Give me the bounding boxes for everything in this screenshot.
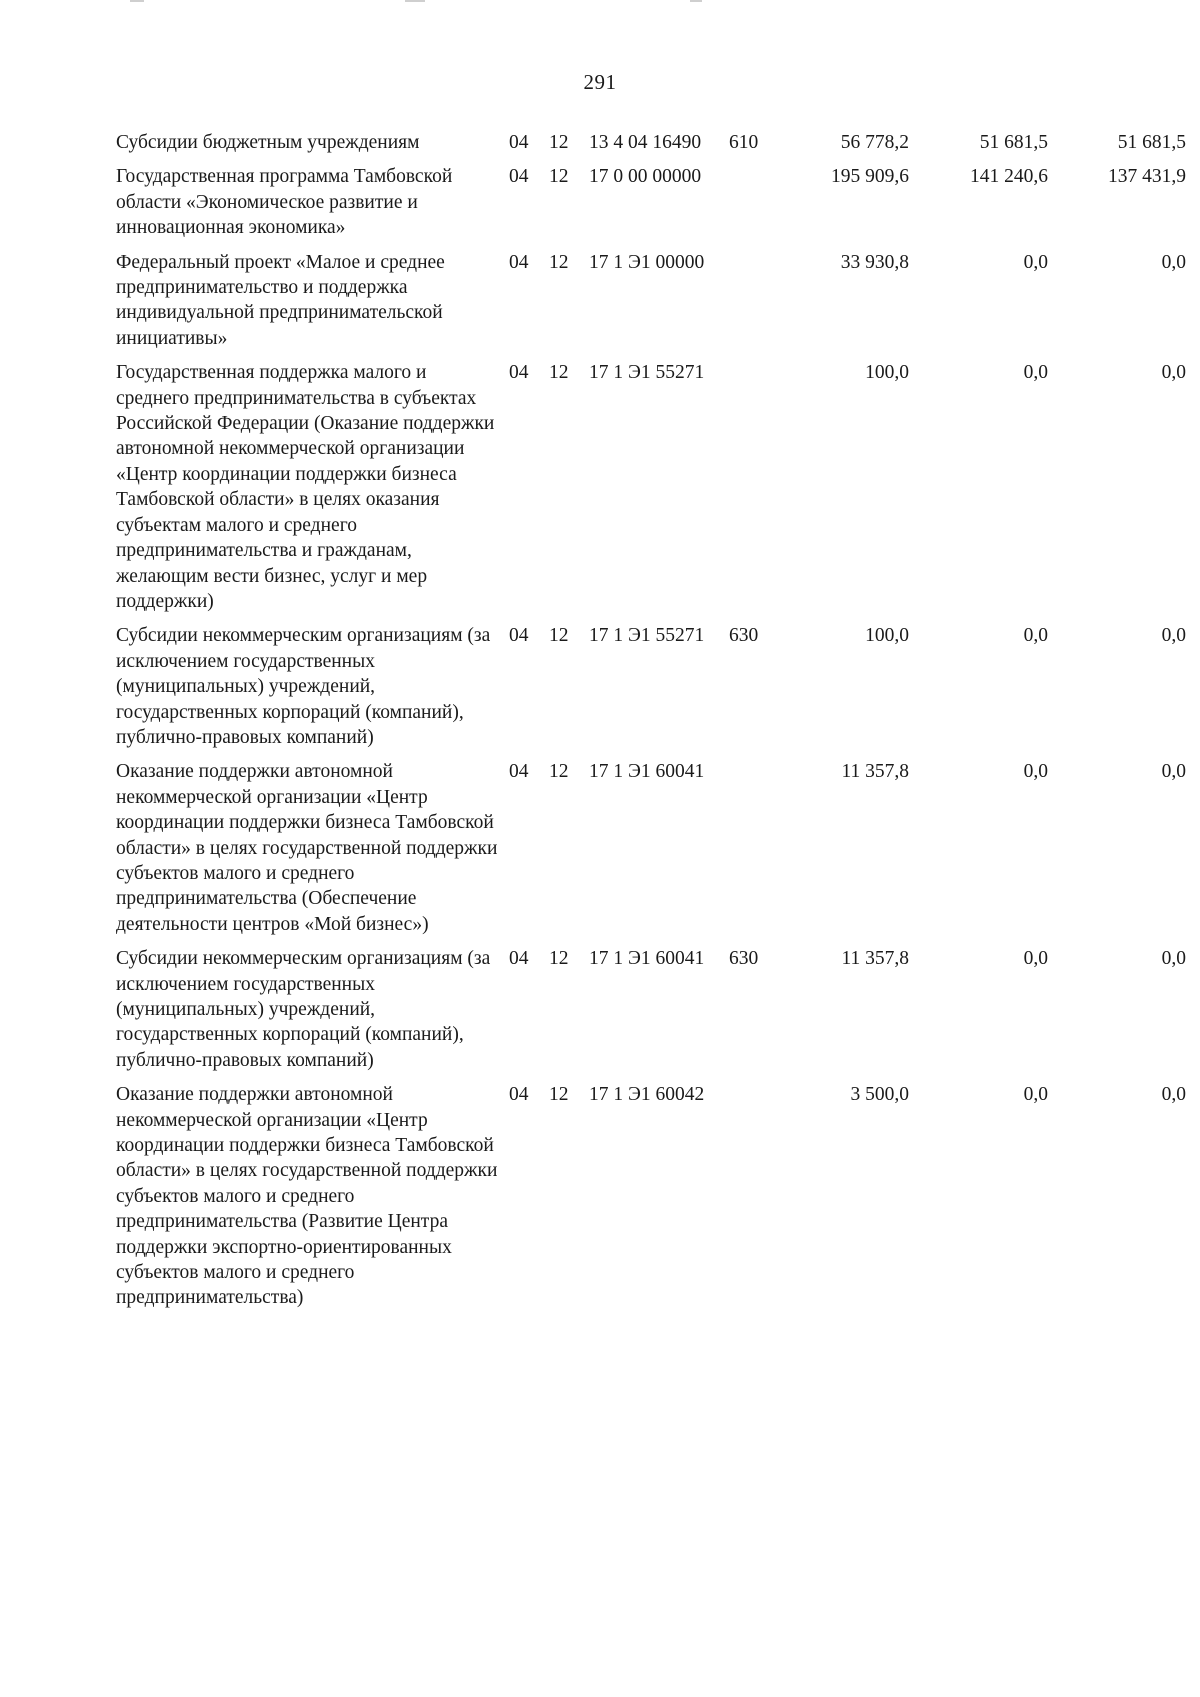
table-row — [116, 360, 1186, 623]
row-section: 04 — [509, 362, 529, 384]
row-amount-year1: 11 357,8 — [841, 761, 909, 783]
page-number: 291 — [583, 70, 617, 94]
row-subsection: 12 — [549, 1084, 569, 1106]
row-expense-type: 630 — [729, 625, 759, 647]
scan-artifact — [130, 0, 144, 2]
row-subsection: 12 — [549, 362, 569, 384]
row-section: 04 — [509, 761, 529, 783]
row-amount-year3: 0,0 — [1161, 761, 1186, 783]
table-row — [116, 623, 1186, 759]
row-amount-year1: 56 778,2 — [840, 132, 909, 153]
budget-table — [116, 130, 1186, 1320]
row-amount-year2: 0,0 — [1023, 1084, 1048, 1106]
row-subsection: 12 — [549, 761, 569, 783]
row-target-article: 17 1 Э1 60042 — [589, 1084, 705, 1106]
table-row — [116, 1082, 1186, 1320]
row-target-article: 17 1 Э1 60041 — [589, 948, 705, 970]
scan-artifact — [405, 0, 425, 2]
row-amount-year3: 0,0 — [1161, 362, 1186, 384]
row-section: 04 — [509, 1084, 529, 1106]
row-amount-year2: 0,0 — [1023, 761, 1048, 783]
row-expense-type — [729, 250, 781, 361]
row-target-article: 17 1 Э1 55271 — [589, 625, 705, 647]
row-name: Федеральный проект «Малое и среднее предпринимательство и поддержка индивидуальной предпринимательской инициативы» — [116, 251, 445, 349]
row-amount-year2: 141 240,6 — [970, 166, 1048, 188]
table-row — [116, 250, 1186, 361]
row-subsection: 12 — [549, 625, 569, 647]
row-subsection: 12 — [549, 132, 569, 153]
row-target-article: 17 0 00 00000 — [589, 166, 702, 188]
row-name: Субсидии некоммерческим организациям (за исключением государственных (муниципальных) учреждений, государственных корпораций (компаний), публично-правовых компаний) — [116, 625, 491, 748]
row-target-article: 13 4 04 16490 — [589, 132, 702, 153]
row-section: 04 — [509, 948, 529, 970]
row-section: 04 — [509, 166, 529, 188]
row-name: Оказание поддержки автономной некоммерческой организации «Центр координации поддержки бизнеса Тамбовской области» в целях государственной поддержки субъектов малого и среднего предпринимательства (Обеспечение деятельности центров «Мой бизнес») — [116, 761, 498, 935]
row-amount-year3: 0,0 — [1161, 625, 1186, 647]
table-row — [116, 759, 1186, 946]
row-target-article: 17 1 Э1 55271 — [589, 362, 705, 384]
row-amount-year2: 0,0 — [1023, 251, 1048, 273]
row-amount-year2: 0,0 — [1023, 625, 1048, 647]
row-subsection: 12 — [549, 948, 569, 970]
row-expense-type — [729, 759, 781, 946]
row-amount-year1: 3 500,0 — [850, 1084, 909, 1106]
row-amount-year3: 0,0 — [1161, 948, 1186, 970]
table-row — [116, 130, 1186, 164]
row-expense-type — [729, 360, 781, 623]
row-name: Оказание поддержки автономной некоммерческой организации «Центр координации поддержки бизнеса Тамбовской области» в целях государственной поддержки субъектов малого и среднего предпринимательства (Развитие Центра поддержки экспортно-ориентированных субъектов малого и среднего предпринимательства) — [116, 1084, 498, 1309]
table-row — [116, 946, 1186, 1082]
row-name: Субсидии бюджетным учреждениям — [116, 132, 420, 153]
scan-artifact — [690, 0, 702, 2]
row-name: Государственная поддержка малого и среднего предпринимательства в субъектах Российской Федерации (Оказание поддержки автономной некоммерческой организации «Центр координации поддержки бизнеса Тамбовской области» в целях оказания субъектам малого и среднего предпринимательства и гражданам, желающим вести бизнес, услуг и мер поддержки) — [116, 362, 495, 612]
row-name: Государственная программа Тамбовской области «Экономическое развитие и инновационная экономика» — [116, 166, 453, 239]
row-amount-year1: 33 930,8 — [840, 251, 909, 273]
table-row — [116, 164, 1186, 249]
row-amount-year3: 0,0 — [1161, 251, 1186, 273]
row-amount-year1: 100,0 — [865, 625, 909, 647]
row-expense-type — [729, 1082, 781, 1320]
row-amount-year1: 11 357,8 — [841, 948, 909, 970]
row-amount-year3: 137 431,9 — [1108, 166, 1186, 188]
row-amount-year2: 0,0 — [1023, 362, 1048, 384]
row-amount-year3: 0,0 — [1161, 1084, 1186, 1106]
row-amount-year1: 195 909,6 — [831, 166, 909, 188]
row-section: 04 — [509, 251, 529, 273]
row-target-article: 17 1 Э1 60041 — [589, 761, 705, 783]
row-target-article: 17 1 Э1 00000 — [589, 251, 705, 273]
row-expense-type — [729, 164, 781, 249]
row-section: 04 — [509, 625, 529, 647]
row-name: Субсидии некоммерческим организациям (за исключением государственных (муниципальных) учреждений, государственных корпораций (компаний), публично-правовых компаний) — [116, 948, 491, 1071]
row-amount-year2: 0,0 — [1023, 948, 1048, 970]
row-amount-year3: 51 681,5 — [1117, 132, 1186, 153]
row-expense-type: 610 — [729, 132, 759, 153]
row-section: 04 — [509, 132, 529, 153]
row-amount-year1: 100,0 — [865, 362, 909, 384]
row-expense-type: 630 — [729, 948, 759, 970]
row-subsection: 12 — [549, 166, 569, 188]
row-amount-year2: 51 681,5 — [979, 132, 1048, 153]
row-subsection: 12 — [549, 251, 569, 273]
